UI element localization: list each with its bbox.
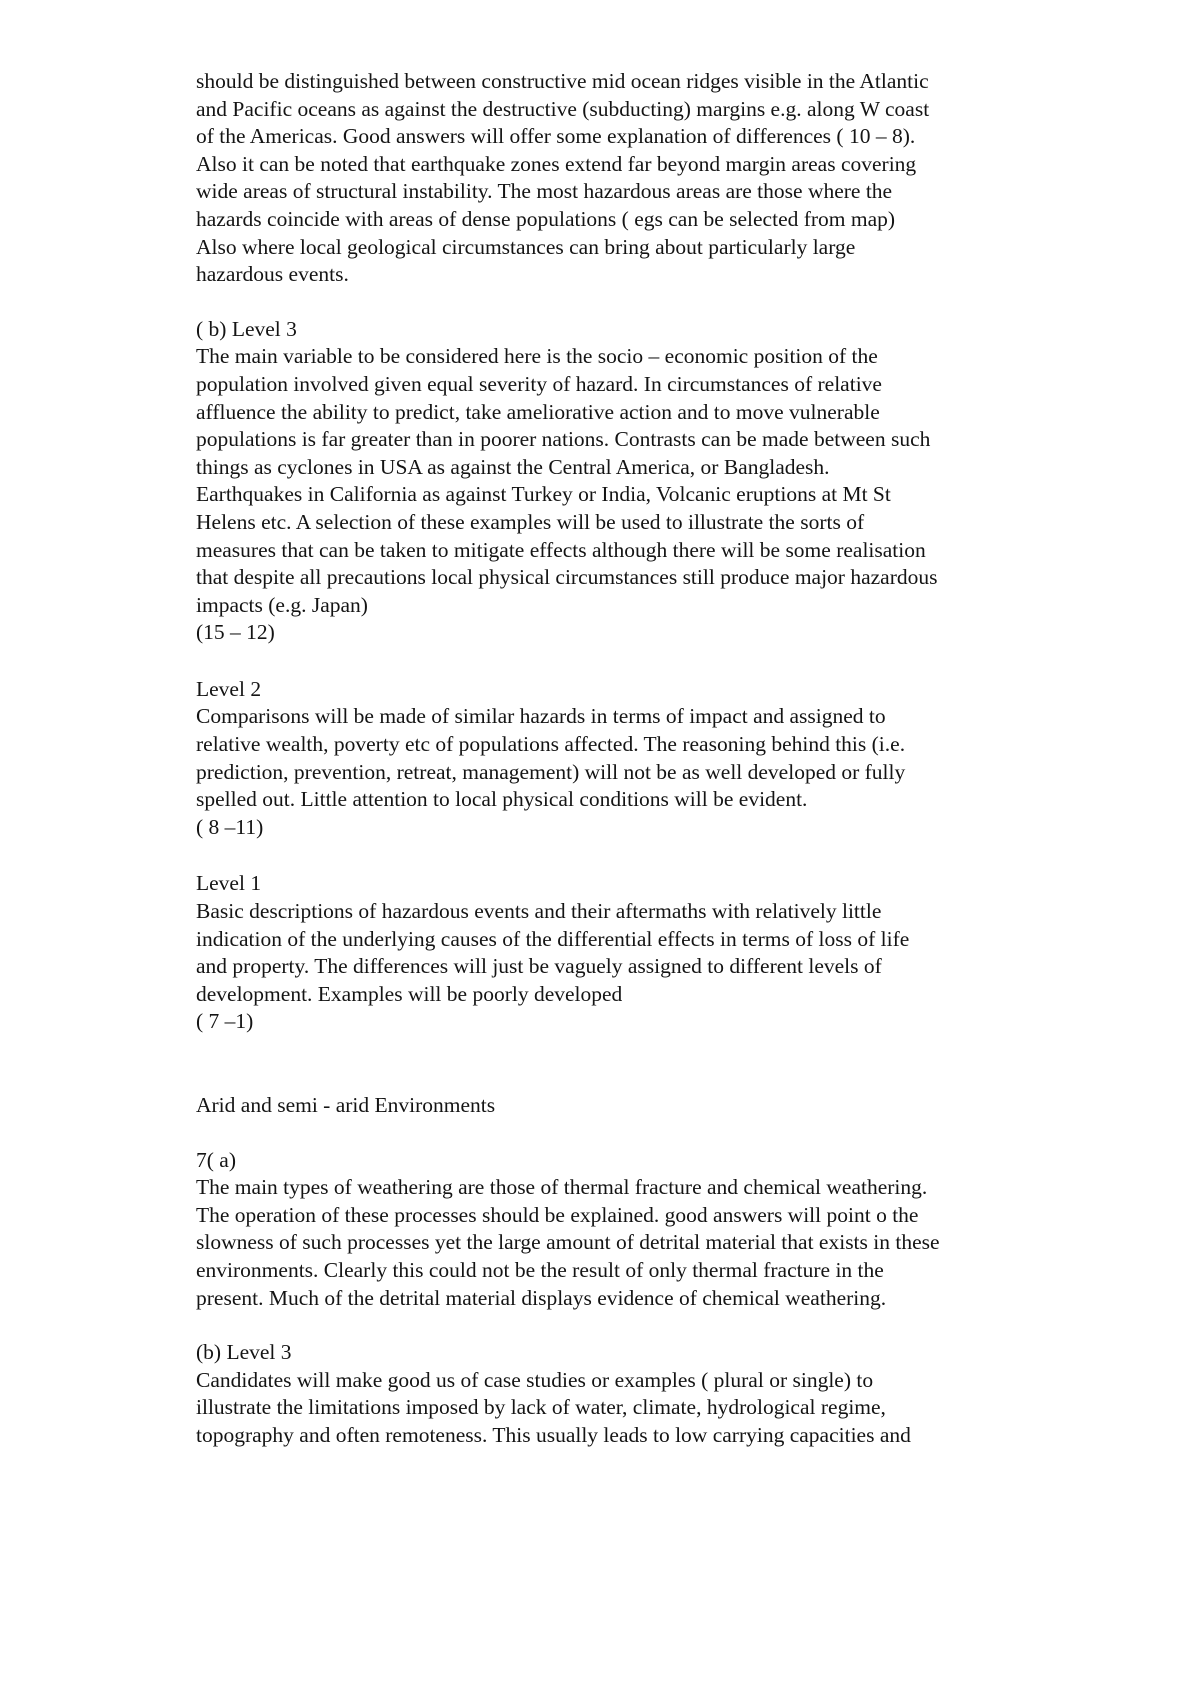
intro-paragraph	[196, 68, 1076, 289]
section-heading: (b) Level 3	[196, 1340, 292, 1365]
level-1-section	[196, 870, 1076, 1036]
b-level-3-section	[196, 316, 1076, 647]
text-line: The operation of these processes should be explained. good answers will point o the	[196, 1202, 919, 1227]
text-line: should be distinguished between constructive mid ocean ridges visible in the Atlantic	[196, 69, 929, 93]
text-line: Also it can be noted that earthquake zones extend far beyond margin areas covering	[196, 151, 917, 176]
q7b-level-3-section	[196, 1339, 1076, 1449]
arid-environments-heading-block	[196, 1092, 1076, 1120]
section-heading: Level 1	[196, 871, 262, 896]
text-line: spelled out. Little attention to local physical conditions will be evident.	[196, 787, 808, 812]
section-heading: Level 2	[196, 676, 262, 701]
text-line: illustrate the limitations imposed by lack of water, climate, hydrological regime,	[196, 1395, 886, 1420]
mark-range: (15 – 12)	[196, 620, 275, 645]
text-line: relative wealth, poverty etc of populations affected. The reasoning behind this (i.e.	[196, 732, 906, 757]
text-line: hazards coincide with areas of dense populations ( egs can be selected from map)	[196, 206, 896, 231]
text-line: The main variable to be considered here is the socio – economic position of the	[196, 344, 878, 369]
section-heading: 7( a)	[196, 1147, 236, 1172]
text-line: populations is far greater than in poorer nations. Contrasts can be made between such	[196, 427, 931, 452]
text-line: affluence the ability to predict, take ameliorative action and to move vulnerable	[196, 399, 880, 424]
text-line: Helens etc. A selection of these examples will be used to illustrate the sorts of	[196, 509, 865, 534]
text-line: present. Much of the detrital material displays evidence of chemical weathering.	[196, 1285, 887, 1310]
text-line: development. Examples will be poorly developed	[196, 981, 623, 1006]
text-line: measures that can be taken to mitigate effects although there will be some realisation	[196, 537, 926, 562]
mark-range: ( 8 –11)	[196, 814, 264, 839]
text-line: population involved given equal severity of hazard. In circumstances of relative	[196, 371, 882, 396]
text-line: slowness of such processes yet the large amount of detrital material that exists in these	[196, 1230, 940, 1255]
text-line: and Pacific oceans as against the destructive (subducting) margins e.g. along W coast	[196, 96, 930, 121]
document-page	[196, 68, 1076, 1450]
text-line: Earthquakes in California as against Turkey or India, Volcanic eruptions at Mt St	[196, 482, 891, 507]
text-line: environments. Clearly this could not be the result of only thermal fracture in the	[196, 1257, 884, 1282]
text-line: impacts (e.g. Japan)	[196, 592, 368, 617]
mark-range: ( 7 –1)	[196, 1009, 254, 1034]
text-line: Basic descriptions of hazardous events and their aftermaths with relatively little	[196, 899, 882, 924]
section-heading: Arid and semi - arid Environments	[196, 1093, 496, 1117]
text-line: that despite all precautions local physical circumstances still produce major hazardous	[196, 565, 938, 590]
text-line: and property. The differences will just be vaguely assigned to different levels of	[196, 954, 882, 979]
section-heading: ( b) Level 3	[196, 316, 297, 341]
text-line: of the Americas. Good answers will offer some explanation of differences ( 10 – 8).	[196, 124, 916, 149]
text-line: topography and often remoteness. This usually leads to low carrying capacities and	[196, 1422, 911, 1447]
text-line: Also where local geological circumstances can bring about particularly large	[196, 234, 856, 259]
text-line: wide areas of structural instability. The most hazardous areas are those where the	[196, 179, 893, 204]
text-line: The main types of weathering are those of thermal fracture and chemical weathering.	[196, 1175, 928, 1200]
level-2-section	[196, 676, 1076, 842]
text-line: Comparisons will be made of similar hazards in terms of impact and assigned to	[196, 704, 886, 729]
text-line: prediction, prevention, retreat, management) will not be as well developed or fully	[196, 759, 906, 784]
text-line: Candidates will make good us of case studies or examples ( plural or single) to	[196, 1367, 874, 1392]
q7a-section	[196, 1147, 1076, 1313]
text-line: things as cyclones in USA as against the Central America, or Bangladesh.	[196, 454, 830, 479]
text-line: hazardous events.	[196, 262, 349, 287]
text-line: indication of the underlying causes of the differential effects in terms of loss of life	[196, 926, 910, 951]
